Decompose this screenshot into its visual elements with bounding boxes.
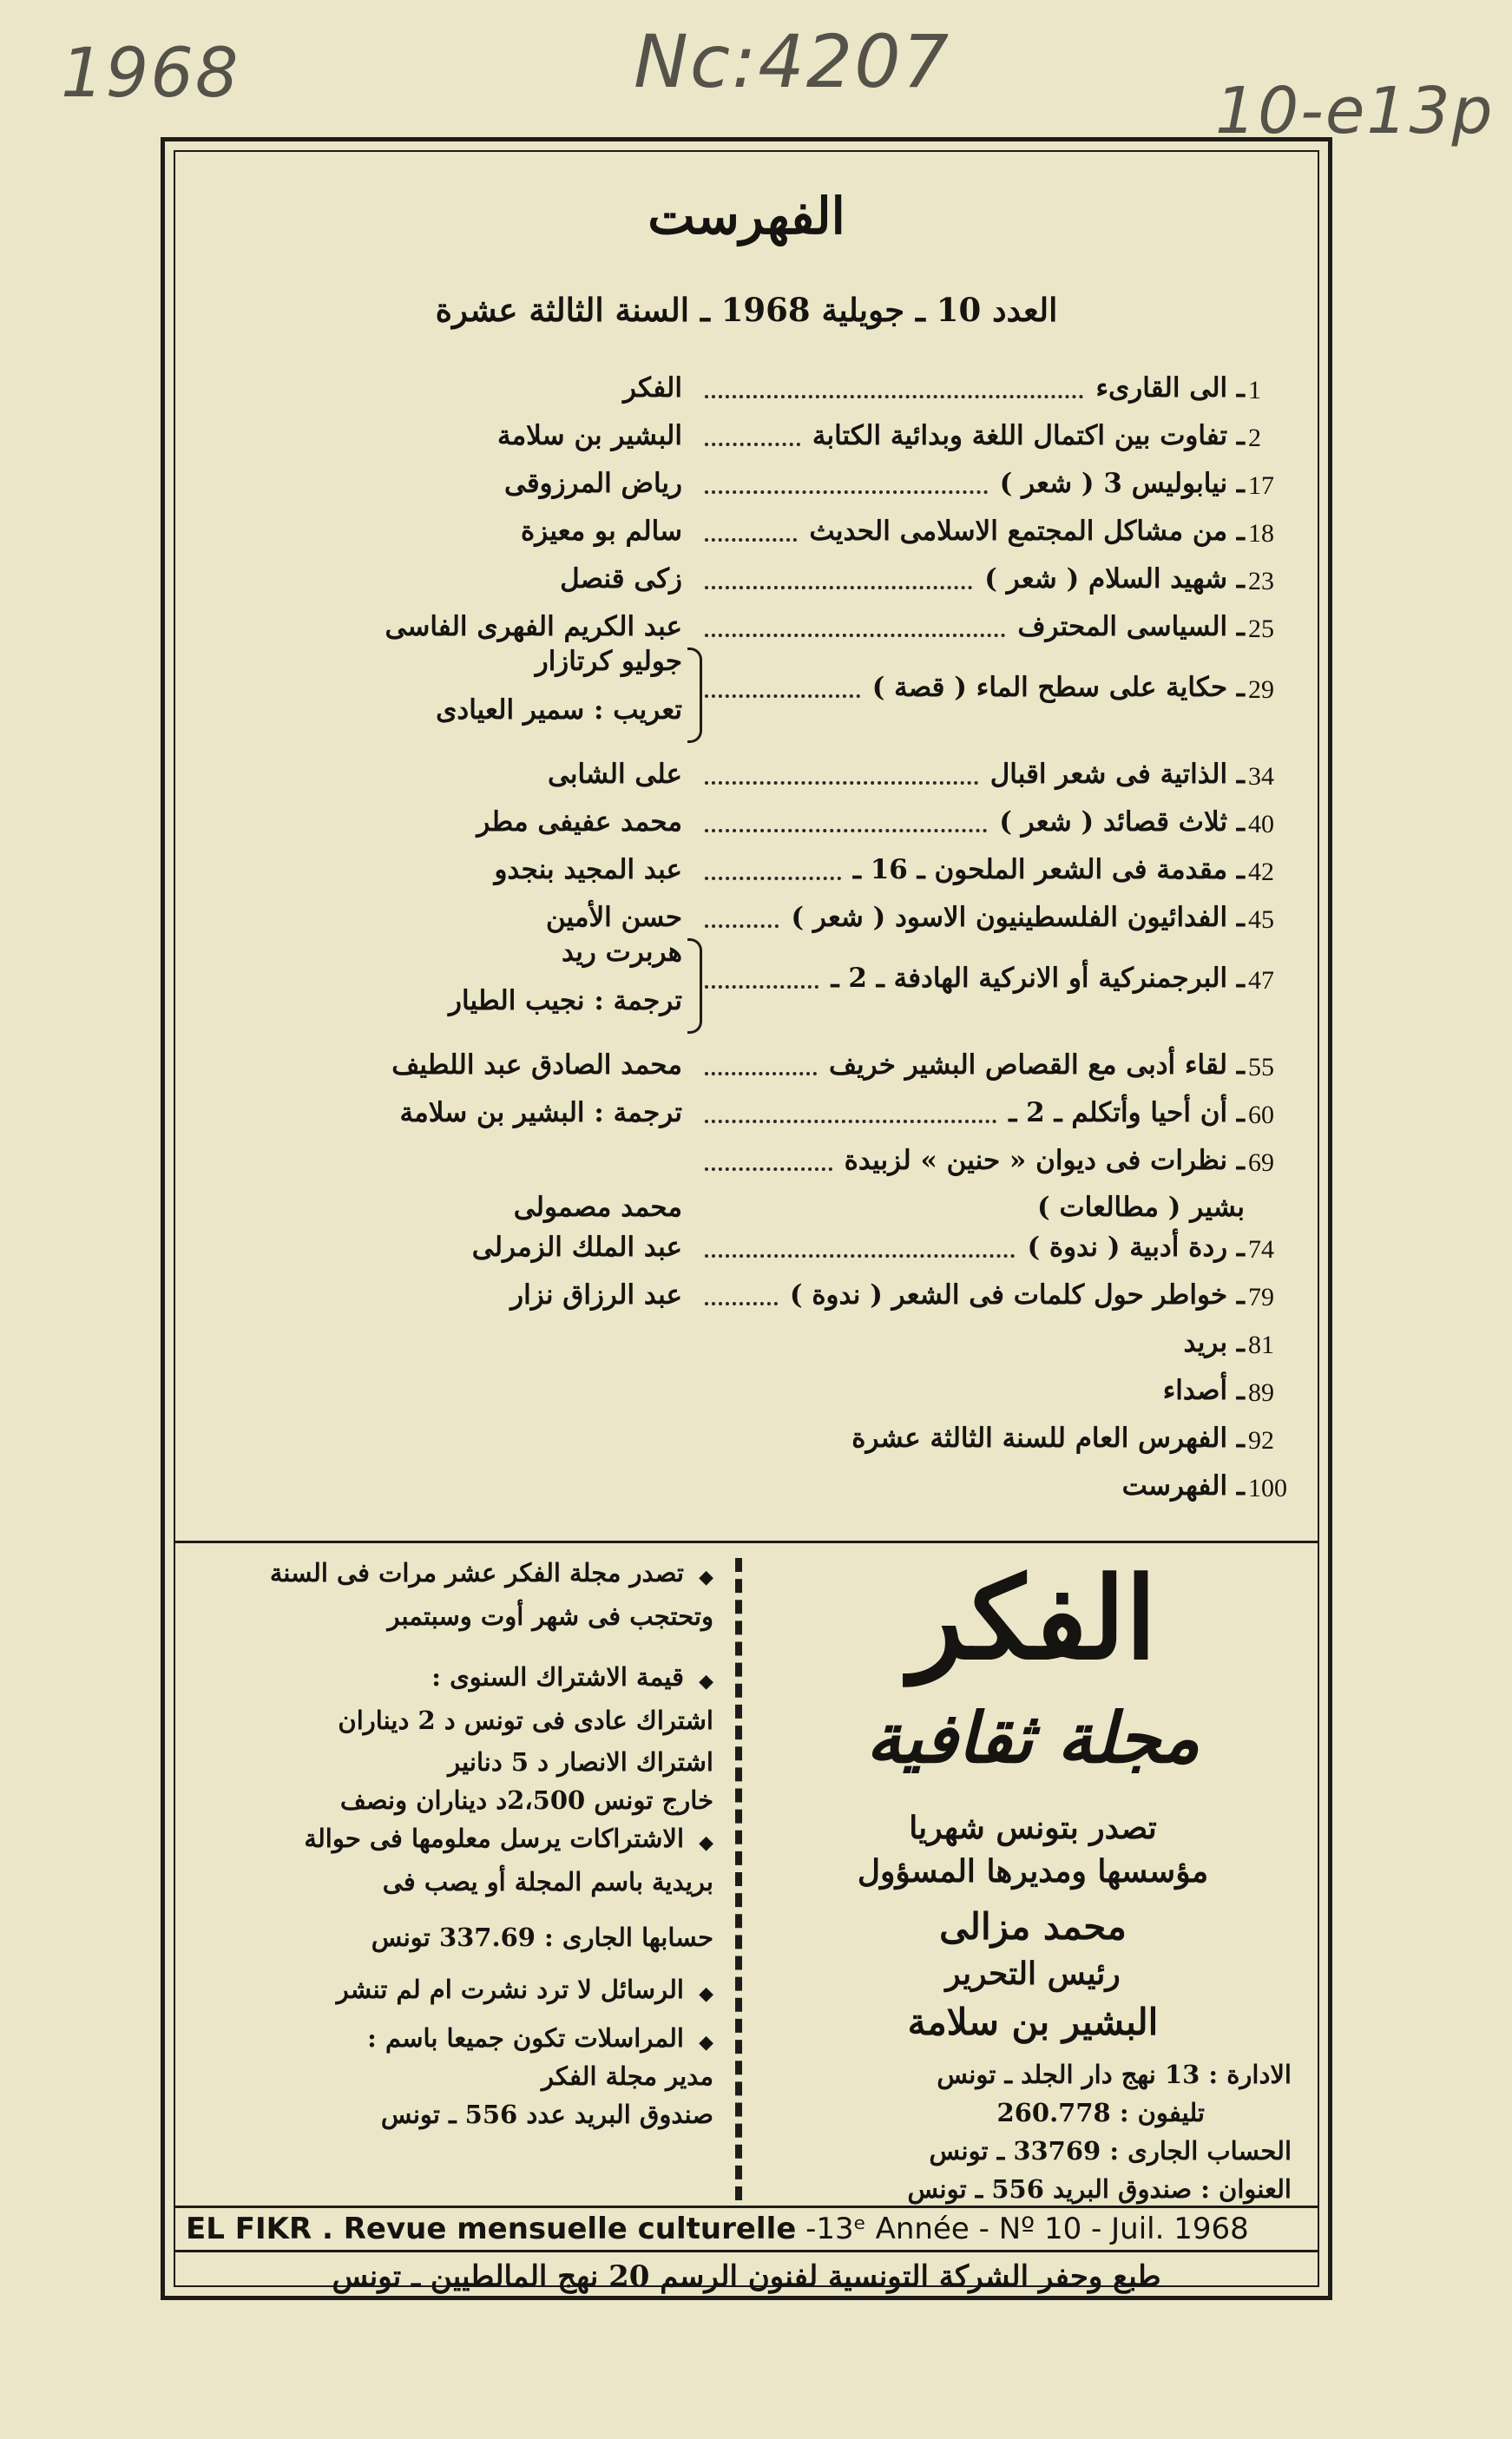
bullet-icon: ◆ [699, 1983, 713, 2005]
toc-page-number: 100 [1248, 1474, 1287, 1502]
handwritten-year: 1968 [61, 35, 240, 113]
toc-page-number: 89 [1248, 1378, 1274, 1407]
toc-page-number: 34 [1248, 762, 1274, 791]
toc-row [175, 851, 1318, 896]
toc-page-number: 23 [1248, 567, 1274, 595]
toc-leader-dots [705, 608, 1005, 653]
toc-title: ـ أن أحيا وأتكلم ـ 2 ـ [1009, 1097, 1245, 1128]
toc-title: ـ تفاوت بين اكتمال اللغة وبدائية الكتابة [812, 420, 1245, 451]
toc-title: ـ من مشاكل المجتمع الاسلامى الحديث [809, 516, 1245, 547]
subscription-line: الاشتراكات يرسل معلومها فى حوالة [304, 1824, 684, 1853]
page-frame-inner [174, 150, 1319, 2294]
bullet-icon: ◆ [699, 1671, 713, 1693]
toc-leader-dots [705, 560, 972, 605]
toc-leader-dots [705, 464, 988, 509]
handwritten-call-number: Nc:4207 [634, 19, 951, 104]
toc-title: ـ ردة أدبية ( ندوة ) [1027, 1232, 1245, 1263]
founder-label: مؤسسها ومديرها المسؤول [857, 1853, 1209, 1890]
toc-row [175, 1228, 1318, 1273]
toc-title: ـ لقاء أدبى مع القصاص البشير خريف [828, 1049, 1245, 1081]
postbox-line: العنوان : صندوق البريد 556 ـ تونس [907, 2174, 1292, 2204]
column-divider [735, 1558, 742, 2200]
toc-title: ـ ثلاث قصائد ( شعر ) [999, 806, 1245, 838]
subscription-line: اشتراك الانصار د 5 دنانير [448, 1747, 713, 1777]
phone-line: تليفون : 260.778 [996, 2098, 1205, 2127]
toc-row [175, 937, 1318, 1016]
publication-frequency: تصدر بتونس شهريا [909, 1810, 1157, 1846]
subscription-line: تصدر مجلة الفكر عشر مرات فى السنة [269, 1558, 684, 1588]
subscription-line: خارج تونس 2،500د ديناران ونصف [339, 1785, 713, 1815]
french-footer [175, 2206, 1318, 2252]
toc-author: عبد الرزاق نزار [510, 1279, 682, 1311]
toc-row [175, 1419, 1318, 1464]
toc-row [175, 1276, 1318, 1321]
founder-name: محمد مزالى [939, 1905, 1127, 1948]
toc-author: هربرت ريد [561, 937, 682, 968]
toc-title: ـ الذاتية فى شعر اقبال [989, 759, 1245, 790]
french-footer-text [186, 2212, 1249, 2246]
toc-leader-dots [705, 898, 779, 943]
toc-row [175, 369, 1318, 414]
bullet-icon: ◆ [699, 2032, 713, 2054]
toc-row [175, 1094, 1318, 1139]
toc-row [175, 1467, 1318, 1512]
toc-page-number: 45 [1248, 905, 1274, 934]
editor-name: البشير بن سلامة [907, 2001, 1159, 2043]
toc-row [175, 464, 1318, 509]
french-footer-title: EL FIKR . Revue mensuelle culturelle [186, 2212, 797, 2246]
toc-leader-dots [705, 1094, 996, 1139]
toc-title: ـ خواطر حول كلمات فى الشعر ( ندوة ) [789, 1279, 1245, 1311]
toc-title: ـ نظرات فى ديوان « حنين » لزبيدة [844, 1145, 1245, 1176]
toc-page-number: 55 [1248, 1053, 1274, 1081]
subscription-line: بريدية باسم المجلة أو يصب فى [382, 1867, 713, 1897]
toc-title: ـ الفهرس العام للسنة الثالثة عشرة [851, 1423, 1245, 1454]
subscription-line: المراسلات تكون جميعا باسم : [367, 2023, 684, 2053]
toc-page-number: 69 [1248, 1148, 1274, 1177]
toc-leader-dots [705, 959, 818, 1004]
printer-credit: طبع وحفر الشركة التونسية لفنون الرسم 20 نهج المالطيين ـ تونس [332, 2259, 1161, 2294]
toc-page-number: 92 [1248, 1426, 1274, 1455]
toc-page-number: 79 [1248, 1283, 1274, 1312]
toc-author: حسن الأمين [545, 902, 682, 933]
toc-leader-dots [705, 803, 987, 848]
page-title: الفهرست [648, 187, 845, 246]
subscription-line: قيمة الاشتراك السنوى : [431, 1662, 684, 1692]
toc-leader-dots [705, 1276, 778, 1321]
toc-row [175, 755, 1318, 800]
toc-title: ـ السياسى المحترف [1017, 611, 1245, 642]
toc-page-number: 42 [1248, 858, 1274, 886]
toc-title-continued: بشير ( مطالعات ) [1037, 1192, 1245, 1223]
toc-leader-dots [705, 512, 797, 557]
toc-row [175, 1046, 1318, 1091]
toc-leader-dots [705, 851, 841, 896]
author-brace [687, 648, 702, 743]
toc-leader-dots [705, 1046, 817, 1091]
toc-title: ـ مقدمة فى الشعر الملحون ـ 16 ـ [852, 854, 1245, 885]
toc-author: ترجمة : البشير بن سلامة [399, 1097, 682, 1128]
toc-title: ـ شهيد السلام ( شعر ) [984, 563, 1245, 595]
toc-author: محمد مصمولى [513, 1192, 682, 1223]
toc-leader-dots [705, 1141, 832, 1187]
toc-page-number: 2 [1248, 424, 1261, 452]
toc-translator: ترجمة : نجيب الطيار [449, 985, 682, 1016]
subscription-line: الرسائل لا ترد نشرت ام لم تنشر [336, 1975, 684, 2004]
toc-page-number: 25 [1248, 615, 1274, 643]
issue-subtitle: العدد 10 ـ جويلية 1968 ـ السنة الثالثة عشرة [435, 291, 1058, 329]
toc-row [175, 512, 1318, 557]
toc-page-number: 40 [1248, 810, 1274, 838]
toc-page-number: 74 [1248, 1235, 1274, 1264]
toc-leader-dots [705, 369, 1083, 414]
author-brace [687, 938, 702, 1034]
toc-translator: تعريب : سمير العيادى [436, 694, 682, 726]
subscription-line: مدير مجلة الفكر [541, 2061, 713, 2091]
toc-author: البشير بن سلامة [496, 420, 682, 451]
toc-page-number: 1 [1248, 376, 1261, 404]
toc-author: عبد الملك الزمرلى [471, 1232, 682, 1263]
subscription-line: صندوق البريد عدد 556 ـ تونس [380, 2100, 713, 2129]
toc-row [175, 1141, 1318, 1223]
toc-page-number: 47 [1248, 966, 1274, 995]
toc-title: ـ الفدائيون الفلسطينيون الاسود ( شعر ) [791, 902, 1245, 933]
toc-row [175, 1371, 1318, 1417]
handwritten-reference: 10-e13p [1215, 74, 1495, 148]
toc-author: سالم بو معيزة [521, 516, 682, 547]
toc-leader-dots [705, 668, 860, 713]
account-line: الحساب الجارى : 33769 ـ تونس [929, 2136, 1292, 2166]
toc-title: ـ البرجمنركية أو الانركية الهادفة ـ 2 ـ [831, 963, 1245, 994]
subscription-line: وتحتجب فى شهر أوت وسبتمبر [387, 1601, 713, 1631]
toc-author: جوليو كرتازار [535, 646, 682, 677]
toc-page-number: 81 [1248, 1331, 1274, 1359]
toc-page-number: 17 [1248, 471, 1274, 500]
toc-author: على الشابى [547, 759, 682, 790]
subscription-line: حسابها الجارى : 337.69 تونس [371, 1923, 713, 1952]
toc-author: محمد الصادق عبد اللطيف [391, 1049, 682, 1081]
toc-row [175, 1324, 1318, 1369]
toc-row [175, 646, 1318, 726]
bullet-icon: ◆ [699, 1832, 713, 1854]
toc-page-number: 29 [1248, 675, 1274, 704]
subscription-line: اشتراك عادى فى تونس د 2 ديناران [338, 1706, 713, 1735]
toc-row [175, 803, 1318, 848]
editor-label: رئيس التحرير [945, 1956, 1121, 1992]
toc-author: الفكر [623, 372, 682, 404]
address-line: الادارة : 13 نهج دار الجلد ـ تونس [937, 2060, 1292, 2089]
section-divider [175, 1541, 1318, 1543]
toc-author: رياض المرزوقى [504, 468, 682, 499]
french-footer-issue: -13ᵉ Année - Nº 10 - Juil. 1968 [805, 2212, 1249, 2246]
toc-row [175, 417, 1318, 462]
toc-page-number: 60 [1248, 1101, 1274, 1129]
toc-leader-dots [705, 417, 800, 462]
toc-title: ـ أصداء [1162, 1375, 1245, 1406]
magazine-tagline: مجلة ثقافية [865, 1697, 1200, 1778]
toc-page-number: 18 [1248, 519, 1274, 548]
toc-author: محمد عفيفى مطر [477, 806, 682, 838]
toc-title: ـ حكاية على سطح الماء ( قصة ) [871, 672, 1245, 703]
toc-leader-dots [705, 1228, 1015, 1273]
toc-title: ـ بريد [1183, 1327, 1245, 1358]
toc-row [175, 560, 1318, 605]
toc-title: ـ الى القارىء [1095, 372, 1245, 404]
toc-author: زكى قنصل [560, 563, 682, 595]
toc-leader-dots [705, 755, 978, 800]
page-frame [161, 137, 1332, 2300]
toc-title: ـ الفهرست [1121, 1470, 1245, 1502]
toc-title: ـ نيابوليس 3 ( شعر ) [999, 468, 1245, 499]
toc-author: عبد الكريم الفهرى الفاسى [385, 611, 682, 642]
magazine-logo: الفكر [909, 1552, 1157, 1685]
toc-author: عبد المجيد بنجدو [494, 854, 682, 885]
bullet-icon: ◆ [699, 1567, 713, 1588]
